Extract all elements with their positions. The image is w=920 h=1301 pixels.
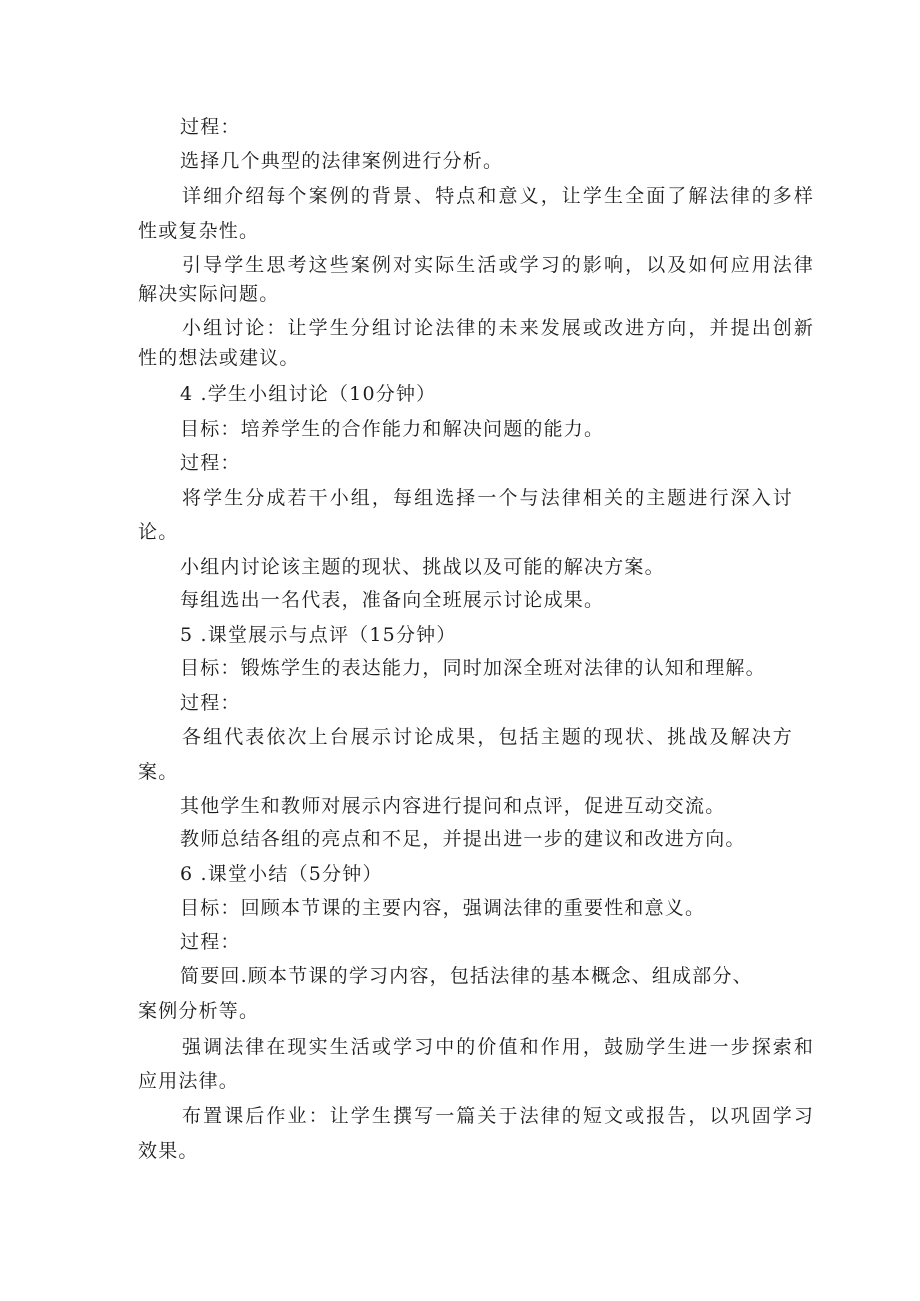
paragraph-line: 小组内讨论该主题的现状、挑战以及可能的解决方案。 [180, 556, 665, 578]
paragraph-line: 案。 [138, 761, 179, 783]
paragraph-line: 性的想法或建议。 [138, 347, 300, 369]
paragraph-line: 各组代表依次上台展示讨论成果，包括主题的现状、挑战及解决方 [182, 726, 794, 748]
paragraph-line: 目标：培养学生的合作能力和解决问题的能力。 [180, 418, 605, 440]
paragraph-line: 将学生分成若干小组，每组选择一个与法律相关的主题进行深入讨 [182, 487, 794, 509]
paragraph-line: 小组讨论：让学生分组讨论法律的未来发展或改进方向，并提出创新 [182, 317, 816, 339]
paragraph-line: 详细介绍每个案例的背景、特点和意义，让学生全面了解法律的多样 [182, 185, 816, 207]
paragraph-line: 强调法律在现实生活或学习中的价值和作用，鼓励学生进一步探索和 [182, 1036, 816, 1058]
paragraph-line: 过程： [180, 452, 241, 474]
paragraph-line: 目标：回顾本节课的主要内容，强调法律的重要性和意义。 [180, 897, 706, 919]
paragraph-line: 过程： [180, 931, 241, 953]
paragraph-line: 案例分析等。 [138, 1000, 260, 1022]
paragraph-line: 选择几个典型的法律案例进行分析。 [180, 150, 504, 172]
paragraph-line: 布置课后作业：让学生撰写一篇关于法律的短文或报告，以巩固学习 [182, 1105, 816, 1127]
paragraph-line: 解决实际问题。 [138, 283, 280, 305]
paragraph-line: 目标：锻炼学生的表达能力，同时加深全班对法律的认知和理解。 [180, 657, 766, 679]
paragraph-line: 过程： [180, 116, 241, 138]
paragraph-line: 论。 [138, 521, 179, 543]
section-heading: 5 .课堂展示与点评（15分钟） [180, 624, 457, 646]
paragraph-line: 其他学生和教师对展示内容进行提问和点评，促进互动交流。 [180, 795, 726, 817]
paragraph-line: 性或复杂性。 [138, 220, 260, 242]
paragraph-line: 简要回.顾本节课的学习内容，包括法律的基本概念、组成部分、 [180, 965, 753, 987]
paragraph-line: 每组选出一名代表，准备向全班展示讨论成果。 [180, 589, 605, 611]
paragraph-line: 应用法律。 [138, 1070, 240, 1092]
paragraph-line: 效果。 [138, 1140, 199, 1162]
paragraph-line: 引导学生思考这些案例对实际生活或学习的影响，以及如何应用法律 [182, 254, 816, 276]
section-heading: 4 .学生小组讨论（10分钟） [180, 383, 437, 405]
paragraph-line: 过程： [180, 692, 241, 714]
section-heading: 6 .课堂小结（5分钟） [180, 863, 383, 885]
paragraph-line: 教师总结各组的亮点和不足，并提出进一步的建议和改进方向。 [180, 828, 746, 850]
